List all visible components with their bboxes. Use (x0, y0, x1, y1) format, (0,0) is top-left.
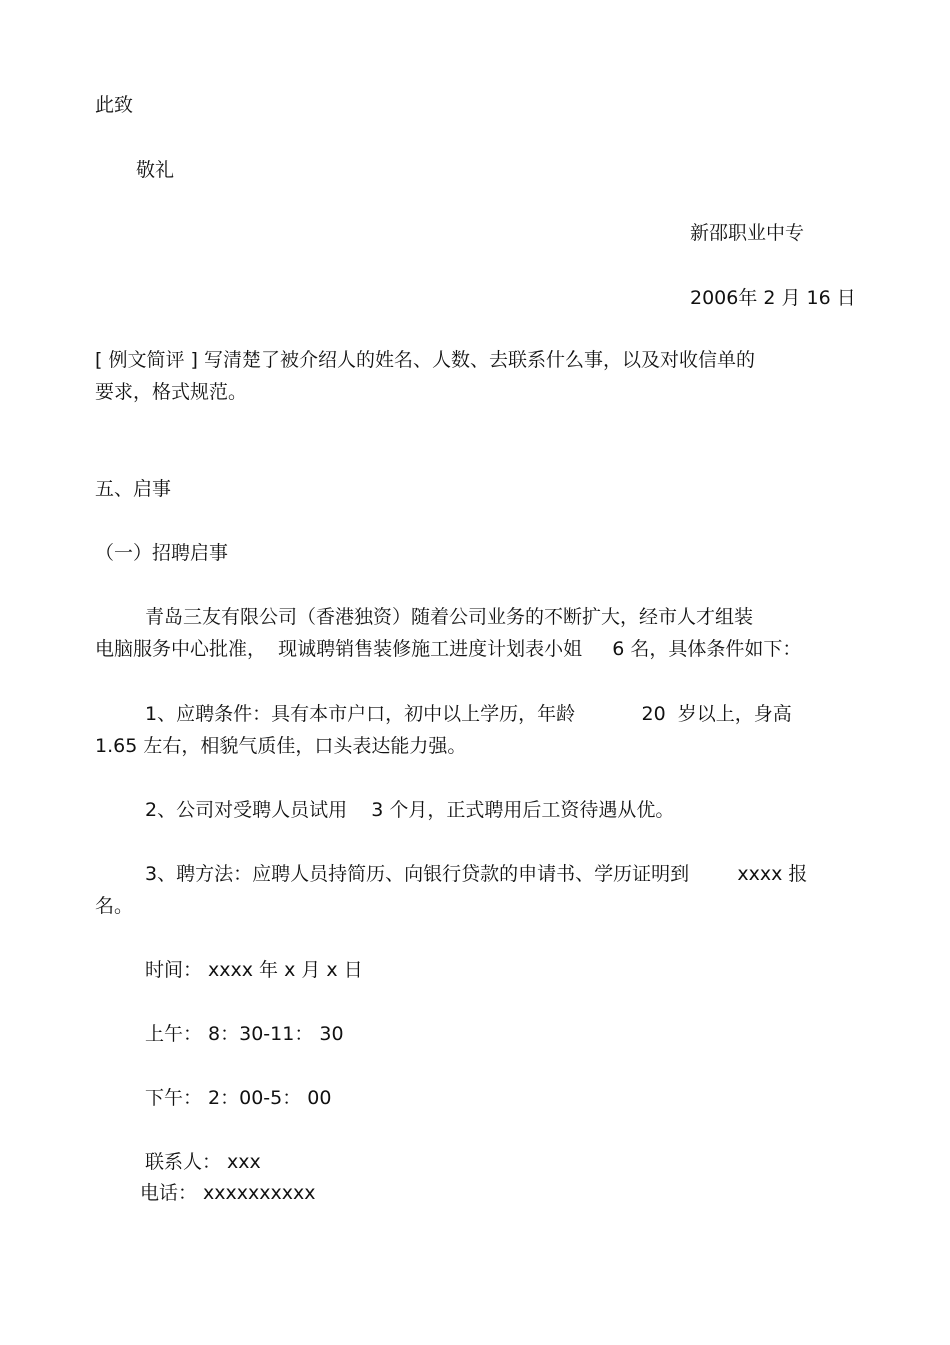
notice-intro-line-1: 青岛三友有限公司（香港独资）随着公司业务的不断扩大，经市人才组装 (145, 606, 754, 628)
notice-intro-line-2: 电脑服务中心批准， 现诚聘销售装修施工进度计划表小姐 6 名，具体条件如下： (95, 638, 802, 660)
commentary-line-2: 要求，格式规范。 (95, 381, 248, 403)
closing-greeting: 此致 (95, 94, 134, 116)
closing-salute: 敬礼 (136, 159, 175, 181)
notice-item-2: 2、公司对受聘人员试用 3 个月，正式聘用后工资待遇从优。 (145, 799, 675, 821)
notice-morning-hours: 上午： 8：30-11： 30 (145, 1023, 344, 1045)
notice-afternoon-hours: 下午： 2：00-5： 00 (145, 1087, 332, 1109)
section-subheading: （一）招聘启事 (95, 542, 229, 564)
notice-item-1-line-1: 1、应聘条件：具有本市户口，初中以上学历，年龄 20 岁以上，身高 (145, 703, 792, 725)
notice-item-3-line-2: 名。 (95, 895, 134, 917)
signature-date: 2006年 2 月 16 日 (690, 287, 856, 309)
notice-item-1-line-2: 1.65 左右，相貌气质佳，口头表达能力强。 (95, 735, 467, 757)
notice-time: 时间： xxxx 年 x 月 x 日 (145, 959, 363, 981)
notice-phone: 电话： xxxxxxxxxx (140, 1182, 316, 1204)
section-heading: 五、启事 (95, 478, 172, 500)
commentary-line-1: [ 例文简评 ] 写清楚了被介绍人的姓名、人数、去联系什么事，以及对收信单的 (95, 349, 755, 371)
notice-item-3-line-1: 3、聘方法：应聘人员持简历、向银行贷款的申请书、学历证明到 xxxx 报 (145, 863, 808, 885)
signature-org: 新邵职业中专 (690, 222, 805, 244)
notice-contact: 联系人： xxx (145, 1151, 261, 1173)
